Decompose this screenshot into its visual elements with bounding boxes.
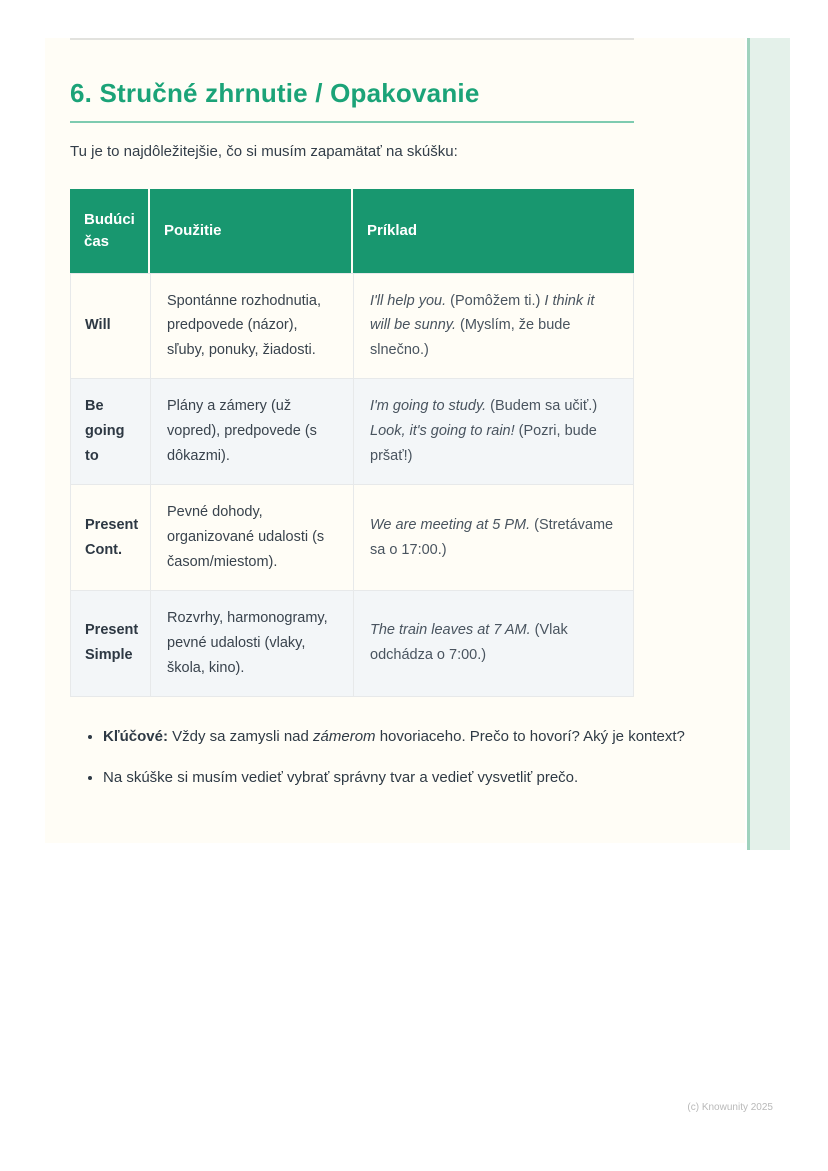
copyright-note: (c) Knowunity 2025 bbox=[687, 1102, 773, 1113]
title-underline bbox=[70, 121, 634, 123]
tense-cell: Will bbox=[71, 274, 151, 379]
page-side-accent-strip bbox=[747, 38, 790, 850]
usage-cell: Pevné dohody, organizované udalosti (s časom/miestom). bbox=[151, 485, 354, 590]
column-header-example: Príklad bbox=[353, 189, 634, 273]
summary-table bbox=[70, 189, 634, 697]
example-text: The train leaves at 7 AM. (Vlak odchádza o 7:00.) bbox=[370, 622, 568, 664]
example-text: I'm going to study. (Budem sa učiť.) Look, it's going to rain! (Pozri, bude pršať!) bbox=[370, 398, 598, 465]
intro-text: Tu je to najdôležitejšie, čo si musím zapamätať na skúšku: bbox=[70, 143, 458, 160]
column-header-usage: Použitie bbox=[150, 189, 353, 273]
content-card bbox=[45, 38, 745, 843]
list-item: • Na skúške si musím vedieť vybrať správny tvar a vedieť vysvetliť prečo. bbox=[103, 764, 748, 792]
previous-section-divider bbox=[70, 38, 634, 40]
table-row bbox=[71, 485, 633, 591]
example-cell bbox=[354, 274, 633, 379]
table-row bbox=[71, 274, 633, 380]
section-title: 6. Stručné zhrnutie / Opakovanie bbox=[70, 78, 480, 108]
usage-cell: Spontánne rozhodnutia, predpovede (názor), sľuby, ponuky, žiadosti. bbox=[151, 274, 354, 379]
key-points-list bbox=[70, 723, 748, 792]
tense-cell: Present Simple bbox=[71, 591, 151, 696]
usage-cell: Plány a zámery (už vopred), predpovede (s dôkazmi). bbox=[151, 379, 354, 484]
tense-cell: Present Cont. bbox=[71, 485, 151, 590]
example-cell bbox=[354, 591, 633, 696]
example-text: We are meeting at 5 PM. (Stretávame sa o 17:00.) bbox=[370, 516, 614, 558]
table-row bbox=[71, 379, 633, 485]
table-row bbox=[71, 591, 633, 696]
tense-cell: Be going to bbox=[71, 379, 151, 484]
column-header-tense: Budúci čas bbox=[70, 189, 150, 273]
table-body bbox=[70, 273, 634, 697]
list-item: • Kľúčové: Vždy sa zamysli nad zámerom hovoriaceho. Prečo to hovorí? Aký je kontext? bbox=[103, 723, 748, 751]
example-cell bbox=[354, 379, 633, 484]
example-cell bbox=[354, 485, 633, 590]
table-header-row bbox=[70, 189, 634, 273]
usage-cell: Rozvrhy, harmonogramy, pevné udalosti (vlaky, škola, kino). bbox=[151, 591, 354, 696]
example-text: I'll help you. (Pomôžem ti.) I think it will be sunny. (Myslím, že bude slnečno.) bbox=[370, 292, 595, 359]
